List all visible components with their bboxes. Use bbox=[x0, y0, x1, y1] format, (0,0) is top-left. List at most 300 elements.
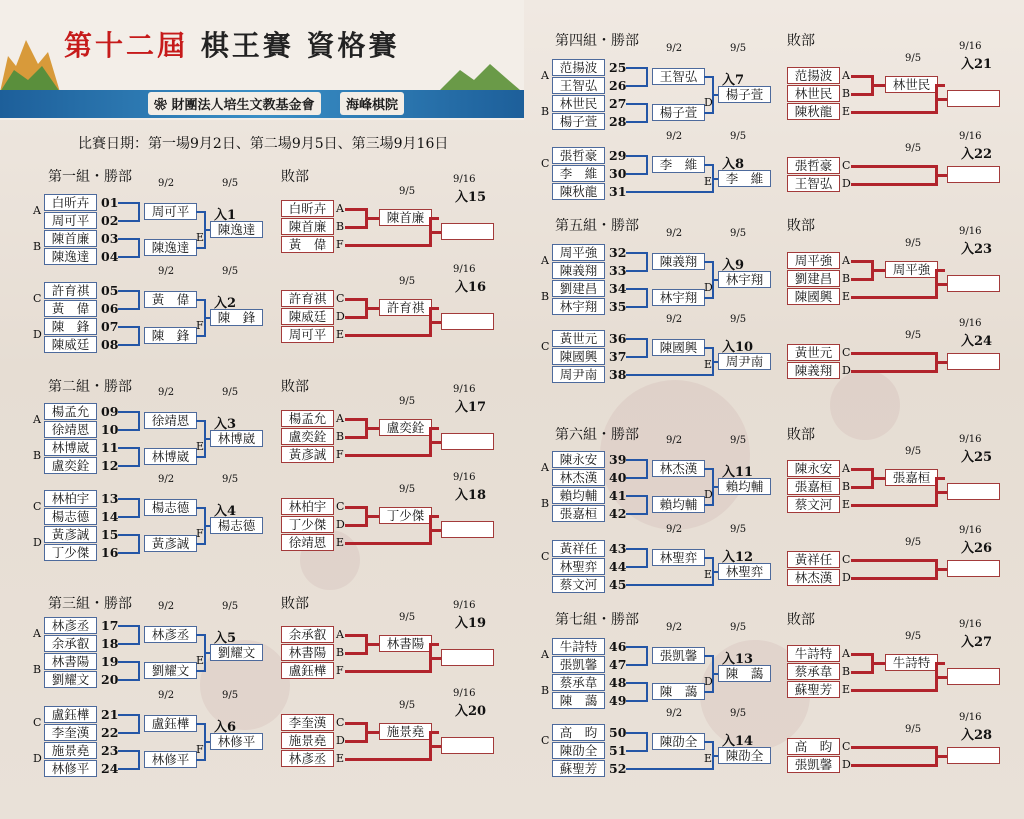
bracket-line bbox=[429, 441, 441, 444]
losers-round2-date: 9/5 bbox=[399, 484, 416, 495]
mountain-illustration bbox=[0, 36, 60, 92]
player-box: 張凱馨 bbox=[552, 656, 605, 673]
player-box: 陳 鋒 bbox=[44, 318, 97, 335]
round1-winner-box: 賴均輔 bbox=[652, 496, 705, 513]
bracket-line bbox=[118, 344, 140, 346]
player-box: 盧奕銓 bbox=[44, 457, 97, 474]
seed-number: 37 bbox=[609, 349, 627, 364]
advance-label: 入18 bbox=[455, 488, 487, 503]
schedule-dates: 比賽日期：第一場9月2日、第二場9月5日、第三場9月16日 bbox=[78, 136, 449, 152]
bracket-line bbox=[345, 226, 367, 229]
bracket-line bbox=[118, 768, 140, 770]
round1-winner-box: 陳劭全 bbox=[652, 733, 705, 750]
bracket-line bbox=[626, 121, 648, 123]
round1-date: 9/2 bbox=[158, 387, 175, 398]
losers-player-box: 林世民 bbox=[787, 85, 840, 102]
group-name: 第七組 bbox=[555, 612, 597, 628]
losers-player-box: 黃祥任 bbox=[787, 551, 840, 568]
seed-number: 17 bbox=[101, 618, 119, 633]
bracket-line bbox=[626, 682, 648, 684]
round1-winner-box: 劉耀文 bbox=[144, 662, 197, 679]
final-slot-box bbox=[947, 166, 1000, 183]
losers-round2-date: 9/5 bbox=[399, 396, 416, 407]
losers-label: E bbox=[842, 498, 851, 511]
seed-number: 20 bbox=[101, 672, 119, 687]
bracket-line bbox=[646, 548, 648, 568]
losers-label: B bbox=[336, 220, 345, 233]
losers-round2-winner-box: 林書陽 bbox=[379, 635, 432, 652]
bracket-line bbox=[138, 714, 140, 734]
round2-date: 9/5 bbox=[730, 43, 747, 54]
player-box: 陳首廉 bbox=[44, 230, 97, 247]
seed-number: 49 bbox=[609, 693, 627, 708]
bracket-line bbox=[345, 334, 429, 337]
losers-round3-date: 9/16 bbox=[959, 226, 982, 237]
bracket-line bbox=[431, 427, 439, 430]
round1-winner-box: 林修平 bbox=[144, 751, 197, 768]
seed-number: 09 bbox=[101, 404, 119, 419]
winners-suffix: ・勝部 bbox=[597, 427, 639, 443]
sponsor-go-academy: 海峰棋院 bbox=[340, 92, 404, 115]
loser-destination: F bbox=[196, 319, 204, 332]
losers-label: D bbox=[842, 364, 851, 377]
round2-winner-box: 林修平 bbox=[210, 733, 263, 750]
bracket-line bbox=[626, 374, 706, 376]
player-box: 林世民 bbox=[552, 95, 605, 112]
advance-label: 入4 bbox=[214, 504, 237, 519]
losers-round3-date: 9/16 bbox=[959, 318, 982, 329]
bracket-line bbox=[626, 85, 648, 87]
bracket-line bbox=[345, 758, 429, 761]
bracket-line bbox=[626, 477, 648, 479]
bracket-line bbox=[118, 679, 140, 681]
losers-round2-date: 9/5 bbox=[905, 238, 922, 249]
seed-number: 25 bbox=[609, 60, 627, 75]
round1-winner-box: 王智弘 bbox=[652, 68, 705, 85]
final-slot-box bbox=[441, 433, 494, 450]
seed-number: 11 bbox=[101, 440, 119, 455]
bracket-line bbox=[702, 191, 712, 193]
seed-number: 19 bbox=[101, 654, 119, 669]
pair-letter: C bbox=[33, 500, 42, 513]
seed-number: 06 bbox=[101, 301, 119, 316]
losers-round2-date: 9/5 bbox=[905, 446, 922, 457]
round2-winner-box: 陳 鋒 bbox=[210, 309, 263, 326]
bracket-line bbox=[429, 231, 441, 234]
pair-letter: A bbox=[541, 461, 549, 474]
round2-winner-box: 楊志德 bbox=[210, 517, 263, 534]
player-box: 陳威廷 bbox=[44, 336, 97, 353]
seed-number: 34 bbox=[609, 281, 627, 296]
losers-player-box: 陳義翔 bbox=[787, 362, 840, 379]
seed-number: 28 bbox=[609, 114, 627, 129]
losers-player-box: 周平強 bbox=[787, 252, 840, 269]
final-slot-box bbox=[947, 747, 1000, 764]
losers-round3-date: 9/16 bbox=[453, 174, 476, 185]
losers-label: B bbox=[842, 480, 851, 493]
player-box: 賴均輔 bbox=[552, 487, 605, 504]
losers-round2-date: 9/5 bbox=[399, 276, 416, 287]
losers-round2-date: 9/5 bbox=[905, 724, 922, 735]
losers-player-box: 林杰漢 bbox=[787, 569, 840, 586]
losers-round3-date: 9/16 bbox=[453, 600, 476, 611]
sponsor-foundation: ❀ 財團法人培生文教基金會 bbox=[148, 92, 321, 115]
group-name: 第五組 bbox=[555, 218, 597, 234]
round1-date: 9/2 bbox=[158, 690, 175, 701]
seed-number: 41 bbox=[609, 488, 627, 503]
bracket-line bbox=[345, 524, 367, 527]
player-box: 林聖弈 bbox=[552, 558, 605, 575]
bracket-line bbox=[646, 682, 648, 702]
bracket-line bbox=[626, 356, 648, 358]
loser-destination: F bbox=[196, 527, 204, 540]
bracket-line bbox=[345, 542, 429, 545]
bracket-line bbox=[138, 326, 140, 346]
losers-label: D bbox=[336, 518, 345, 531]
losers-label: C bbox=[842, 740, 851, 753]
bracket-line bbox=[118, 661, 140, 663]
bracket-line bbox=[851, 183, 935, 186]
losers-round3-date: 9/16 bbox=[453, 264, 476, 275]
round2-winner-box: 周尹南 bbox=[718, 353, 771, 370]
player-box: 楊志德 bbox=[44, 508, 97, 525]
losers-player-box: 黃世元 bbox=[787, 344, 840, 361]
losers-round2-date: 9/5 bbox=[905, 143, 922, 154]
advance-label: 入6 bbox=[214, 720, 237, 735]
bracket-line bbox=[851, 653, 873, 656]
player-box: 楊子萱 bbox=[552, 113, 605, 130]
advance-label: 入14 bbox=[722, 734, 754, 749]
final-slot-box bbox=[441, 649, 494, 666]
losers-player-box: 楊孟允 bbox=[281, 410, 334, 427]
losers-round3-date: 9/16 bbox=[453, 472, 476, 483]
round1-winner-box: 林彥丞 bbox=[144, 626, 197, 643]
losers-label: E bbox=[336, 536, 345, 549]
round1-date: 9/2 bbox=[158, 474, 175, 485]
player-box: 陳秋龍 bbox=[552, 183, 605, 200]
losers-label: A bbox=[842, 254, 850, 267]
losers-label: C bbox=[336, 716, 345, 729]
losers-label: B bbox=[842, 87, 851, 100]
advance-label: 入15 bbox=[455, 190, 487, 205]
bracket-line bbox=[937, 269, 945, 272]
bracket-line bbox=[626, 750, 648, 752]
advance-label: 入7 bbox=[722, 73, 745, 88]
losers-player-box: 陳首廉 bbox=[281, 218, 334, 235]
losers-label: E bbox=[336, 328, 345, 341]
loser-destination: D bbox=[704, 281, 713, 294]
losers-label: B bbox=[336, 646, 345, 659]
losers-label: C bbox=[842, 553, 851, 566]
bracket-line bbox=[626, 103, 648, 105]
seed-number: 13 bbox=[101, 491, 119, 506]
final-slot-box bbox=[947, 90, 1000, 107]
bracket-line bbox=[118, 643, 140, 645]
player-box: 蘇聖芳 bbox=[552, 760, 605, 777]
round1-date: 9/2 bbox=[666, 131, 683, 142]
seed-number: 03 bbox=[101, 231, 119, 246]
losers-round3-date: 9/16 bbox=[959, 434, 982, 445]
losers-round2-winner-box: 丁少傑 bbox=[379, 507, 432, 524]
losers-label: C bbox=[336, 500, 345, 513]
losers-player-box: 陳秋龍 bbox=[787, 103, 840, 120]
bracket-line bbox=[646, 646, 648, 666]
advance-label: 入28 bbox=[961, 728, 993, 743]
player-box: 陳國興 bbox=[552, 348, 605, 365]
bracket-line bbox=[935, 283, 947, 286]
group-winners-title bbox=[555, 609, 639, 629]
bracket-line bbox=[626, 459, 648, 461]
round1-winner-box: 李 維 bbox=[652, 156, 705, 173]
player-box: 白昕卉 bbox=[44, 194, 97, 211]
round2-date: 9/5 bbox=[730, 524, 747, 535]
advance-label: 入22 bbox=[961, 147, 993, 162]
losers-round2-winner-box: 林世民 bbox=[885, 76, 938, 93]
group-winners-title bbox=[555, 215, 639, 235]
player-box: 蔡承韋 bbox=[552, 674, 605, 691]
losers-player-box: 牛詩特 bbox=[787, 645, 840, 662]
pair-letter: D bbox=[33, 536, 42, 549]
bracket-line bbox=[935, 361, 947, 364]
final-slot-box bbox=[441, 521, 494, 538]
losers-label: A bbox=[842, 462, 850, 475]
advance-label: 入9 bbox=[722, 258, 745, 273]
losers-label: E bbox=[842, 290, 851, 303]
bracket-line bbox=[626, 548, 648, 550]
round2-date: 9/5 bbox=[730, 314, 747, 325]
player-box: 周可平 bbox=[44, 212, 97, 229]
bracket-line bbox=[626, 155, 648, 157]
round1-winner-box: 陳 鋒 bbox=[144, 327, 197, 344]
round2-winner-box: 陳劭全 bbox=[718, 747, 771, 764]
seed-number: 15 bbox=[101, 527, 119, 542]
bracket-line bbox=[851, 764, 935, 767]
losers-label: D bbox=[842, 177, 851, 190]
losers-round2-date: 9/5 bbox=[905, 330, 922, 341]
seed-number: 24 bbox=[101, 761, 119, 776]
bracket-line bbox=[365, 427, 379, 430]
bracket-line bbox=[118, 256, 140, 258]
losers-round2-winner-box: 周平強 bbox=[885, 261, 938, 278]
pair-letter: B bbox=[541, 497, 550, 510]
player-box: 周尹南 bbox=[552, 366, 605, 383]
loser-destination: D bbox=[704, 675, 713, 688]
player-box: 陳逸達 bbox=[44, 248, 97, 265]
bracket-line bbox=[138, 290, 140, 310]
bracket-line bbox=[118, 220, 140, 222]
pair-letter: A bbox=[33, 413, 41, 426]
seed-number: 07 bbox=[101, 319, 119, 334]
group-name: 第三組 bbox=[48, 596, 90, 612]
bracket-line bbox=[345, 244, 429, 247]
player-box: 黃祥任 bbox=[552, 540, 605, 557]
losers-title: 敗部 bbox=[787, 218, 815, 234]
bracket-line bbox=[851, 504, 935, 507]
bracket-line bbox=[118, 516, 140, 518]
bracket-line bbox=[851, 75, 873, 78]
losers-round3-date: 9/16 bbox=[959, 131, 982, 142]
player-box: 盧鈺樺 bbox=[44, 706, 97, 723]
player-box: 林博崴 bbox=[44, 439, 97, 456]
player-box: 陳永安 bbox=[552, 451, 605, 468]
title-edition: 第十二屆 bbox=[64, 29, 189, 62]
advance-label: 入12 bbox=[722, 550, 754, 565]
seed-number: 36 bbox=[609, 331, 627, 346]
bracket-line bbox=[871, 269, 885, 272]
pair-letter: A bbox=[33, 627, 41, 640]
seed-number: 46 bbox=[609, 639, 627, 654]
bracket-line bbox=[626, 566, 648, 568]
bracket-line bbox=[118, 308, 140, 310]
bracket-line bbox=[851, 486, 873, 489]
bracket-line bbox=[626, 288, 648, 290]
bracket-line bbox=[345, 316, 367, 319]
bracket-line bbox=[118, 326, 140, 328]
player-box: 黃 偉 bbox=[44, 300, 97, 317]
player-box: 林修平 bbox=[44, 760, 97, 777]
final-slot-box bbox=[441, 223, 494, 240]
seed-number: 31 bbox=[609, 184, 627, 199]
bracket-line bbox=[429, 657, 441, 660]
seed-number: 32 bbox=[609, 245, 627, 260]
losers-round2-date: 9/5 bbox=[905, 537, 922, 548]
losers-title: 敗部 bbox=[787, 612, 815, 628]
bracket-line bbox=[429, 321, 441, 324]
pair-letter: B bbox=[33, 663, 42, 676]
losers-label: C bbox=[842, 159, 851, 172]
bracket-line bbox=[138, 447, 140, 467]
losers-round3-date: 9/16 bbox=[453, 688, 476, 699]
losers-player-box: 張嘉桓 bbox=[787, 478, 840, 495]
player-box: 陳劭全 bbox=[552, 742, 605, 759]
losers-round2-winner-box: 盧奕銓 bbox=[379, 419, 432, 436]
losers-player-box: 盧奕銓 bbox=[281, 428, 334, 445]
player-box: 王智弘 bbox=[552, 77, 605, 94]
round2-winner-box: 陳逸達 bbox=[210, 221, 263, 238]
bracket-line bbox=[871, 477, 885, 480]
bracket-line bbox=[345, 506, 367, 509]
page-title bbox=[64, 24, 400, 64]
bracket-line bbox=[626, 646, 648, 648]
bracket-line bbox=[431, 515, 439, 518]
losers-round3-date: 9/16 bbox=[453, 384, 476, 395]
island-illustration bbox=[440, 60, 520, 90]
player-box: 林書陽 bbox=[44, 653, 97, 670]
advance-label: 入27 bbox=[961, 635, 993, 650]
round1-winner-box: 黃彥誠 bbox=[144, 535, 197, 552]
bracket-line bbox=[345, 634, 367, 637]
losers-round2-winner-box: 陳首廉 bbox=[379, 209, 432, 226]
final-slot-box bbox=[947, 483, 1000, 500]
advance-label: 入16 bbox=[455, 280, 487, 295]
bracket-line bbox=[626, 338, 648, 340]
losers-player-box: 許育祺 bbox=[281, 290, 334, 307]
bracket-line bbox=[937, 477, 945, 480]
losers-label: F bbox=[336, 238, 344, 251]
bracket-line bbox=[851, 296, 935, 299]
seed-number: 04 bbox=[101, 249, 119, 264]
bracket-line bbox=[851, 559, 935, 562]
losers-title: 敗部 bbox=[787, 427, 815, 443]
pair-letter: B bbox=[541, 290, 550, 303]
winners-suffix: ・勝部 bbox=[90, 379, 132, 395]
final-slot-box bbox=[947, 275, 1000, 292]
bracket-line bbox=[118, 290, 140, 292]
bracket-line bbox=[118, 411, 140, 413]
losers-player-box: 施景堯 bbox=[281, 732, 334, 749]
player-box: 劉建昌 bbox=[552, 280, 605, 297]
seed-number: 47 bbox=[609, 657, 627, 672]
losers-label: C bbox=[842, 346, 851, 359]
pair-letter: B bbox=[33, 449, 42, 462]
seed-number: 30 bbox=[609, 166, 627, 181]
header-banner bbox=[0, 0, 524, 120]
loser-destination: E bbox=[704, 175, 713, 188]
losers-round2-winner-box: 許育祺 bbox=[379, 299, 432, 316]
bracket-line bbox=[626, 664, 648, 666]
seed-number: 02 bbox=[101, 213, 119, 228]
round1-winner-box: 張凱馨 bbox=[652, 647, 705, 664]
advance-label: 入11 bbox=[722, 465, 754, 480]
bracket-line bbox=[626, 306, 648, 308]
advance-label: 入17 bbox=[455, 400, 487, 415]
losers-label: B bbox=[336, 430, 345, 443]
round1-winner-box: 陳逸達 bbox=[144, 239, 197, 256]
bracket-line bbox=[118, 552, 140, 554]
round2-winner-box: 林博崴 bbox=[210, 430, 263, 447]
winners-suffix: ・勝部 bbox=[597, 612, 639, 628]
bracket-line bbox=[345, 454, 429, 457]
winners-suffix: ・勝部 bbox=[597, 218, 639, 234]
player-box: 陳 藹 bbox=[552, 692, 605, 709]
bracket-line bbox=[138, 661, 140, 681]
group-winners-title bbox=[555, 30, 639, 50]
bracket-line bbox=[429, 745, 441, 748]
round2-date: 9/5 bbox=[730, 622, 747, 633]
losers-round2-winner-box: 牛詩特 bbox=[885, 654, 938, 671]
losers-round2-date: 9/5 bbox=[905, 53, 922, 64]
losers-player-box: 李奎漢 bbox=[281, 714, 334, 731]
bracket-line bbox=[646, 67, 648, 87]
bracket-line bbox=[851, 370, 935, 373]
bracket-line bbox=[345, 722, 367, 725]
player-box: 林杰漢 bbox=[552, 469, 605, 486]
player-box: 黃世元 bbox=[552, 330, 605, 347]
bracket-line bbox=[646, 155, 648, 175]
player-box: 張嘉桓 bbox=[552, 505, 605, 522]
bracket-line bbox=[138, 238, 140, 258]
player-box: 丁少傑 bbox=[44, 544, 97, 561]
seed-number: 27 bbox=[609, 96, 627, 111]
bracket-line bbox=[702, 584, 712, 586]
loser-destination: E bbox=[196, 231, 205, 244]
bracket-line bbox=[871, 84, 885, 87]
bracket-line bbox=[118, 447, 140, 449]
pair-letter: B bbox=[541, 684, 550, 697]
decor-circle bbox=[830, 370, 900, 440]
player-box: 李奎漢 bbox=[44, 724, 97, 741]
seed-number: 14 bbox=[101, 509, 119, 524]
bracket-line bbox=[626, 191, 706, 193]
losers-player-box: 丁少傑 bbox=[281, 516, 334, 533]
round1-winner-box: 盧鈺樺 bbox=[144, 715, 197, 732]
loser-destination: E bbox=[704, 752, 713, 765]
bracket-line bbox=[626, 768, 706, 770]
round2-winner-box: 楊子萱 bbox=[718, 86, 771, 103]
round1-winner-box: 黃 偉 bbox=[144, 291, 197, 308]
bracket-line bbox=[626, 252, 648, 254]
bracket-line bbox=[118, 238, 140, 240]
